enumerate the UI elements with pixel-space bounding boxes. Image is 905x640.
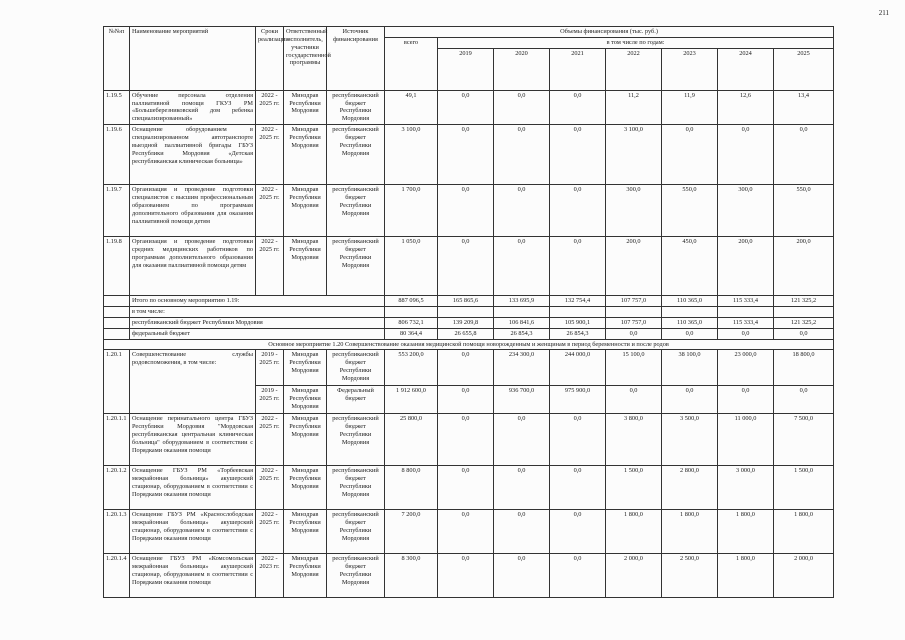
summary-year-value: 110 365,0 (662, 317, 718, 328)
summary-year-value: 0,0 (662, 328, 718, 339)
row-year-value: 1 800,0 (718, 554, 774, 598)
row-year-value: 0,0 (606, 386, 662, 414)
row-year-value: 15 100,0 (606, 350, 662, 386)
header-name: Наименование мероприятий (130, 27, 256, 91)
summary-label: в том числе: (130, 307, 385, 318)
summary-year-value: 107 757,0 (606, 317, 662, 328)
row-total: 3 100,0 (385, 125, 438, 185)
row-year-value: 244 000,0 (550, 350, 606, 386)
row-year-value: 0,0 (494, 554, 550, 598)
summary-year-value: 0,0 (718, 328, 774, 339)
summary-row (104, 317, 834, 328)
row-year-value: 0,0 (550, 510, 606, 554)
row-name: Оснащение перинатального центра ГБУЗ Республики Мордовия "Мордовская республиканская центральная клиническая больница" оборудованием в соответствии с Порядками оказания помощи (130, 414, 256, 466)
row-name: Обучение персонала отделения паллиативной помощи ГКУЗ РМ «Большеберезниковский дом ребенка специализированный» (130, 90, 256, 124)
row-source: республиканский бюджет Республики Мордовия (327, 125, 385, 185)
summary-year-value (662, 307, 718, 318)
summary-year-value: 26 854,3 (494, 328, 550, 339)
row-year-value: 0,0 (774, 125, 834, 185)
row-year-value: 38 100,0 (662, 350, 718, 386)
row-num: 1.20.1.3 (104, 510, 130, 554)
header-responsible: Ответственный исполнитель, участники государственной программы (284, 27, 327, 91)
summary-year-value: 26 854,3 (550, 328, 606, 339)
table-row (104, 386, 834, 414)
row-total: 49,1 (385, 90, 438, 124)
row-year-value: 200,0 (606, 237, 662, 296)
row-total: 7 200,0 (385, 510, 438, 554)
summary-total (385, 307, 438, 318)
row-source: Федеральный бюджет (327, 386, 385, 414)
summary-year-value: 0,0 (606, 328, 662, 339)
row-num: 1.20.1.1 (104, 414, 130, 466)
summary-row (104, 328, 834, 339)
row-term: 2022 - 2023 гг. (256, 554, 284, 598)
table-row (104, 414, 834, 466)
table-row (104, 125, 834, 185)
row-responsible: Минздрав Республики Мордовия (284, 466, 327, 510)
header-total: всего (385, 37, 438, 90)
row-source: республиканский бюджет Республики Мордовия (327, 466, 385, 510)
row-year-value: 0,0 (494, 125, 550, 185)
row-year-value: 7 500,0 (774, 414, 834, 466)
row-year-value: 3 000,0 (718, 466, 774, 510)
row-year-value: 0,0 (494, 466, 550, 510)
row-year-value: 975 900,0 (550, 386, 606, 414)
table-row (104, 510, 834, 554)
row-name: Оснащение ГБУЗ РМ «Торбеевская межрайонная больница» акушерский стационар, оборудованием в соответствии с Порядками оказания помощи (130, 466, 256, 510)
row-year-value: 0,0 (550, 185, 606, 237)
row-term: 2022 - 2025 гг. (256, 185, 284, 237)
row-year-value: 0,0 (494, 185, 550, 237)
row-num: 1.19.6 (104, 125, 130, 185)
row-year-value: 0,0 (494, 510, 550, 554)
row-year-value: 300,0 (718, 185, 774, 237)
row-year-value: 0,0 (438, 510, 494, 554)
summary-year-value: 139 209,8 (438, 317, 494, 328)
row-total: 1 700,0 (385, 185, 438, 237)
row-total: 8 300,0 (385, 554, 438, 598)
table-row (104, 554, 834, 598)
summary-year-value: 106 841,6 (494, 317, 550, 328)
row-year-value: 12,6 (718, 90, 774, 124)
summary-year-value: 115 333,4 (718, 296, 774, 307)
row-responsible: Минздрав Республики Мордовия (284, 125, 327, 185)
row-year-value: 1 500,0 (606, 466, 662, 510)
row-responsible: Минздрав Республики Мордовия (284, 414, 327, 466)
row-year-value: 3 100,0 (606, 125, 662, 185)
header-funding: Объемы финансирования (тыс. руб.) (385, 27, 834, 38)
row-name: Совершенствование службы родовспоможения, в том числе: (130, 350, 256, 386)
summary-label: республиканский бюджет Республики Мордовия (130, 317, 385, 328)
row-total: 1 912 600,0 (385, 386, 438, 414)
row-year-value: 0,0 (550, 237, 606, 296)
header-year: 2021 (550, 48, 606, 90)
header-num: №№п (104, 27, 130, 91)
row-term: 2022 - 2025 гг. (256, 466, 284, 510)
row-responsible: Минздрав Республики Мордовия (284, 386, 327, 414)
row-responsible: Минздрав Республики Мордовия (284, 237, 327, 296)
row-year-value: 2 800,0 (662, 466, 718, 510)
row-year-value: 0,0 (438, 237, 494, 296)
row-year-value: 0,0 (718, 386, 774, 414)
row-name: Оснащение оборудованием в специализированном автотранспорте выездной паллиативной бригады ГБУЗ Республики Мордовия «Детская республиканская клиническая больница» (130, 125, 256, 185)
summary-year-value: 107 757,0 (606, 296, 662, 307)
row-year-value: 0,0 (438, 185, 494, 237)
row-responsible: Минздрав Республики Мордовия (284, 185, 327, 237)
row-name: Оснащение ГБУЗ РМ «Краснослободская межрайонная больница» акушерский стационар, оборудованием в соответствии с Порядками оказания помощи (130, 510, 256, 554)
row-year-value: 450,0 (662, 237, 718, 296)
table-row (104, 350, 834, 386)
row-source: республиканский бюджет Республики Мордовия (327, 510, 385, 554)
summary-year-value: 165 865,6 (438, 296, 494, 307)
summary-year-value: 115 333,4 (718, 317, 774, 328)
row-year-value: 300,0 (606, 185, 662, 237)
row-source: республиканский бюджет Республики Мордовия (327, 237, 385, 296)
row-source: республиканский бюджет Республики Мордовия (327, 414, 385, 466)
row-year-value: 18 800,0 (774, 350, 834, 386)
row-name: Организация и проведение подготовки средних медицинских работников по программам дополнительного образования для оказания паллиативной помощи детям (130, 237, 256, 296)
row-year-value: 1 800,0 (662, 510, 718, 554)
row-year-value: 0,0 (438, 90, 494, 124)
row-year-value: 0,0 (718, 125, 774, 185)
section-title: Основное мероприятие 1.20 Совершенствование оказания медицинской помощи новорожденным и женщинам в период беременности и после родов (104, 339, 834, 350)
row-year-value: 936 700,0 (494, 386, 550, 414)
row-total: 553 200,0 (385, 350, 438, 386)
row-term: 2022 - 2025 гг. (256, 414, 284, 466)
header-year: 2019 (438, 48, 494, 90)
row-year-value: 11,9 (662, 90, 718, 124)
summary-total: 806 732,1 (385, 317, 438, 328)
row-year-value: 0,0 (438, 414, 494, 466)
row-name: Организация и проведение подготовки специалистов с высшим профессиональным образованием по программам дополнительного образования для оказания паллиативной помощи детям (130, 185, 256, 237)
page-number: 211 (878, 9, 889, 17)
row-num: 1.19.8 (104, 237, 130, 296)
row-responsible: Минздрав Республики Мордовия (284, 510, 327, 554)
header-including: в том числе по годам: (438, 37, 834, 48)
header-year: 2024 (718, 48, 774, 90)
header-source: Источник финансирования (327, 27, 385, 91)
summary-year-value (438, 307, 494, 318)
row-source: республиканский бюджет Республики Мордовия (327, 90, 385, 124)
row-year-value: 0,0 (550, 466, 606, 510)
summary-year-value: 133 695,9 (494, 296, 550, 307)
row-year-value: 0,0 (550, 125, 606, 185)
row-year-value: 3 500,0 (662, 414, 718, 466)
row-year-value: 0,0 (438, 350, 494, 386)
row-year-value: 1 800,0 (718, 510, 774, 554)
table-row (104, 237, 834, 296)
row-term: 2022 - 2025 гг. (256, 510, 284, 554)
table-row (104, 90, 834, 124)
header-year: 2020 (494, 48, 550, 90)
summary-year-value: 132 754,4 (550, 296, 606, 307)
row-year-value: 23 000,0 (718, 350, 774, 386)
row-term: 2022 - 2025 гг. (256, 125, 284, 185)
summary-year-value: 121 325,2 (774, 317, 834, 328)
row-year-value: 550,0 (662, 185, 718, 237)
header-year: 2023 (662, 48, 718, 90)
summary-year-value: 0,0 (774, 328, 834, 339)
row-total: 25 800,0 (385, 414, 438, 466)
row-responsible: Минздрав Республики Мордовия (284, 350, 327, 386)
row-year-value: 0,0 (662, 386, 718, 414)
row-year-value: 11 000,0 (718, 414, 774, 466)
summary-total: 80 364,4 (385, 328, 438, 339)
summary-year-value (550, 307, 606, 318)
summary-year-value (606, 307, 662, 318)
summary-year-value (774, 307, 834, 318)
summary-year-value: 26 655,8 (438, 328, 494, 339)
row-term: 2019 - 2025 гг. (256, 350, 284, 386)
row-year-value: 0,0 (438, 386, 494, 414)
row-year-value: 0,0 (494, 414, 550, 466)
table-row (104, 185, 834, 237)
header-term: Сроки реализации (256, 27, 284, 91)
row-term: 2022 - 2025 гг. (256, 237, 284, 296)
row-total: 1 050,0 (385, 237, 438, 296)
row-num: 1.20.1.4 (104, 554, 130, 598)
summary-row (104, 307, 834, 318)
row-total: 8 800,0 (385, 466, 438, 510)
row-source: республиканский бюджет Республики Мордовия (327, 554, 385, 598)
row-term: 2022 - 2025 гг. (256, 90, 284, 124)
row-year-value: 1 800,0 (606, 510, 662, 554)
row-year-value: 2 000,0 (774, 554, 834, 598)
row-num: 1.19.5 (104, 90, 130, 124)
row-year-value: 0,0 (494, 90, 550, 124)
row-year-value: 0,0 (550, 554, 606, 598)
row-year-value: 550,0 (774, 185, 834, 237)
row-year-value: 3 800,0 (606, 414, 662, 466)
header-year: 2025 (774, 48, 834, 90)
row-year-value: 200,0 (718, 237, 774, 296)
header-year: 2022 (606, 48, 662, 90)
row-year-value: 13,4 (774, 90, 834, 124)
summary-year-value (494, 307, 550, 318)
row-year-value: 2 500,0 (662, 554, 718, 598)
summary-year-value: 121 325,2 (774, 296, 834, 307)
table-row (104, 466, 834, 510)
summary-year-value: 110 365,0 (662, 296, 718, 307)
row-year-value: 0,0 (494, 237, 550, 296)
row-year-value: 1 800,0 (774, 510, 834, 554)
row-year-value: 0,0 (550, 90, 606, 124)
row-year-value: 2 000,0 (606, 554, 662, 598)
funding-table (103, 26, 834, 598)
row-year-value: 0,0 (774, 386, 834, 414)
summary-year-value: 105 900,1 (550, 317, 606, 328)
row-year-value: 234 300,0 (494, 350, 550, 386)
row-year-value: 0,0 (438, 554, 494, 598)
row-year-value: 0,0 (438, 466, 494, 510)
row-name (130, 386, 256, 414)
row-num: 1.20.1.2 (104, 466, 130, 510)
row-name: Оснащение ГБУЗ РМ «Комсомольская межрайонная больница» акушерский стационар, оборудованием в соответствии с Порядками оказания помощи (130, 554, 256, 598)
row-source: республиканский бюджет Республики Мордовия (327, 185, 385, 237)
summary-row (104, 296, 834, 307)
row-term: 2019 - 2025 гг. (256, 386, 284, 414)
row-year-value: 0,0 (550, 414, 606, 466)
row-num: 1.19.7 (104, 185, 130, 237)
row-responsible: Минздрав Республики Мордовия (284, 90, 327, 124)
row-num: 1.20.1 (104, 350, 130, 386)
row-year-value: 11,2 (606, 90, 662, 124)
row-year-value: 200,0 (774, 237, 834, 296)
summary-year-value (718, 307, 774, 318)
summary-total: 887 096,5 (385, 296, 438, 307)
row-year-value: 0,0 (662, 125, 718, 185)
row-year-value: 1 500,0 (774, 466, 834, 510)
summary-label: Итого по основному мероприятию 1.19: (130, 296, 385, 307)
summary-label: федеральный бюджет (130, 328, 385, 339)
row-responsible: Минздрав Республики Мордовия (284, 554, 327, 598)
row-year-value: 0,0 (438, 125, 494, 185)
row-num (104, 386, 130, 414)
row-source: республиканский бюджет Республики Мордовия (327, 350, 385, 386)
